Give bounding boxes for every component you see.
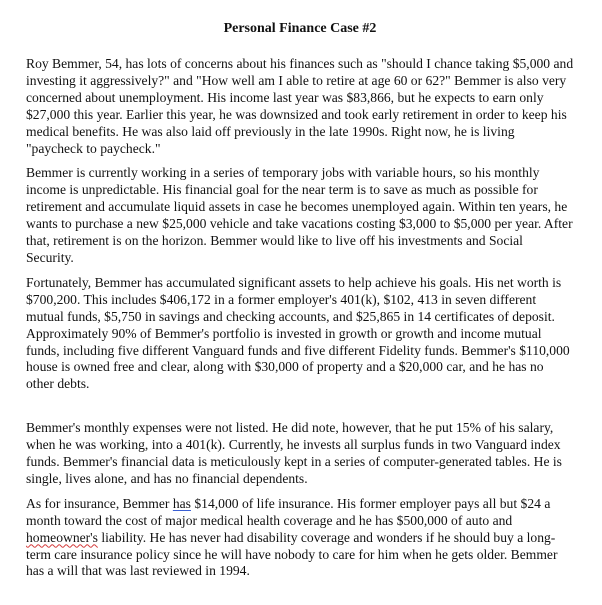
- document-title: Personal Finance Case #2: [223, 21, 377, 36]
- paragraph-insurance: [26, 496, 574, 581]
- spellcheck-marked-word[interactable]: homeowner's: [26, 529, 98, 545]
- paragraph-goals: Bemmer is currently working in a series of temporary jobs with variable hours, so his monthly income is unpredictable. His financial goal for the near term is to save as much as possible for retirement and accumulate liquid assets in case he becomes unemployed again. Within ten years, he wants to purchase a new $25,000 vehicle and take vacations costing $3,000 to $5,000 per year. After that, retirement is on the horizon. Bemmer would like to live off his investments and Social Security.: [26, 165, 573, 265]
- grammar-marked-word[interactable]: has: [172, 495, 191, 511]
- insurance-text-part3: liability. He has never had disability coverage and wonders if he should buy a long-term care insurance policy since he will have nobody to care for him when he gets older. Bemmer has a will that was last reviewed in 1994.: [26, 529, 558, 579]
- insurance-text-part1: As for insurance, Bemmer: [26, 495, 173, 511]
- insurance-text-part2: $14,000 of life insurance. His former employer pays all but $24 a month toward the cost of major medical health coverage and he has $500,000 of auto and: [26, 495, 551, 528]
- paragraph-expenses: Bemmer's monthly expenses were not listed. He did note, however, that he put 15% of his salary, when he was working, into a 401(k). Currently, he invests all surplus funds in two Vanguard index funds. Bemmer's financial data is meticulously kept in a series of computer-generated tables. He is single, lives alone, and has no financial dependents.: [26, 420, 562, 486]
- paragraph-assets: Fortunately, Bemmer has accumulated significant assets to help achieve his goals. His net worth is $700,200. This includes $406,172 in a former employer's 401(k), $102, 413 in seven different mutual funds, $5,750 in savings and checking accounts, and $25,865 in 14 certificates of deposit. Approximately 90% of Bemmer's portfolio is invested in growth or growth and income mutual funds, including five different Vanguard funds and five different Fidelity funds. Bemmer's $110,000 house is owned free and clear, along with $30,000 of property and a $20,000 car, and he has no other debts.: [26, 274, 570, 392]
- paragraph-background: Roy Bemmer, 54, has lots of concerns about his finances such as "should I chance taking $5,000 and investing it aggressively?" and "How well am I able to retire at age 60 or 62?" Bemmer is also very concerned about unemployment. His income last year was $83,866, but he expects to earn only $27,000 this year. Earlier this year, he was downsized and took early retirement in order to keep his medical benefits. He was also laid off previously in the late 1990s. Right now, he is living "paycheck to paycheck.": [26, 56, 574, 156]
